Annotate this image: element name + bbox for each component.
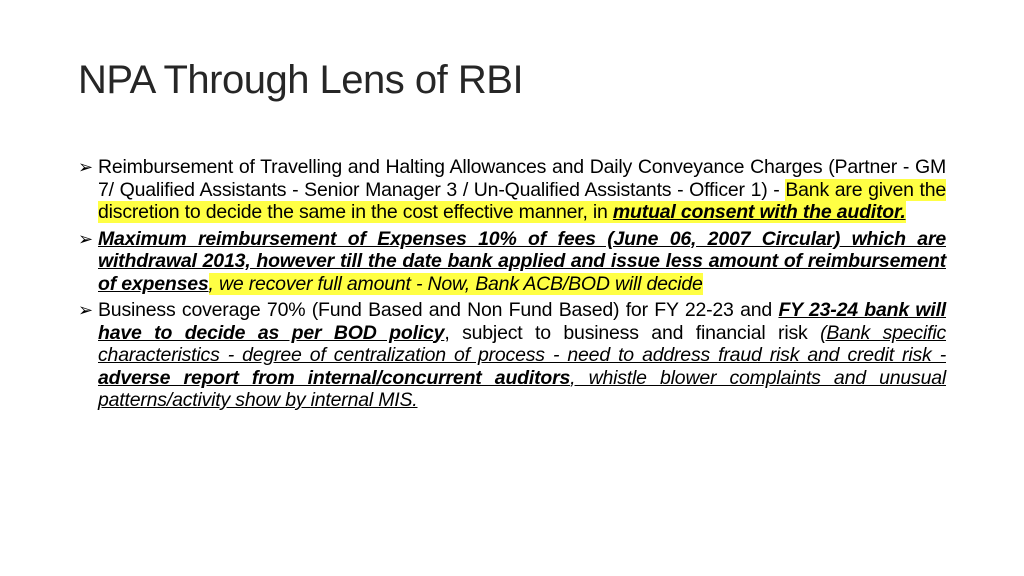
bullet-item-reimbursement [78, 156, 946, 224]
bullet-item-business-coverage [78, 299, 946, 412]
bullet-item-maximum-reimbursement [78, 228, 946, 296]
bullet-text: Reimbursement of Travelling and Halting Allowances and Daily Conveyance Charges (Partner - GM 7/ Qualified Assistants - Senior Manager 3 / Un-Qualified Assistants - Officer 1) - [98, 156, 946, 201]
emphasis-text: FY 23-24 bank will have to decide as per BOD policy [98, 299, 946, 344]
arrow-bullet-icon: ➢ [78, 157, 93, 177]
arrow-bullet-icon: ➢ [78, 300, 93, 320]
emphasis-text: adverse report from internal/concurrent auditors [98, 366, 571, 389]
italic-underlined-text: , whistle blower complaints and unusual patterns/activity show by internal MIS. [98, 366, 946, 411]
italic-underlined-text: (Bank specific characteristics - degree of centralization of process - need to address fraud risk and credit risk - [98, 321, 947, 366]
highlight-span: Bank are given the discretion to decide the same in the cost effective manner, in [98, 178, 947, 223]
bullet-text: , subject to business and financial risk [444, 321, 821, 344]
slide-title: NPA Through Lens of RBI [78, 58, 524, 102]
emphasis-text: mutual consent with the auditor. [612, 201, 906, 223]
arrow-bullet-icon: ➢ [78, 228, 93, 249]
highlighted-text: , we recover full amount - Now, Bank ACB/BOD will decide [208, 272, 703, 295]
slide-body [78, 156, 946, 416]
bullet-text: Business coverage 70% (Fund Based and Non Fund Based) for FY 22-23 and [98, 299, 779, 321]
emphasis-text: Maximum reimbursement of Expenses 10% of fees (June 06, 2007 Circular) which are withdrawal 2013, however till the date bank applied and issue less amount of reimbursement of expenses [98, 227, 946, 295]
